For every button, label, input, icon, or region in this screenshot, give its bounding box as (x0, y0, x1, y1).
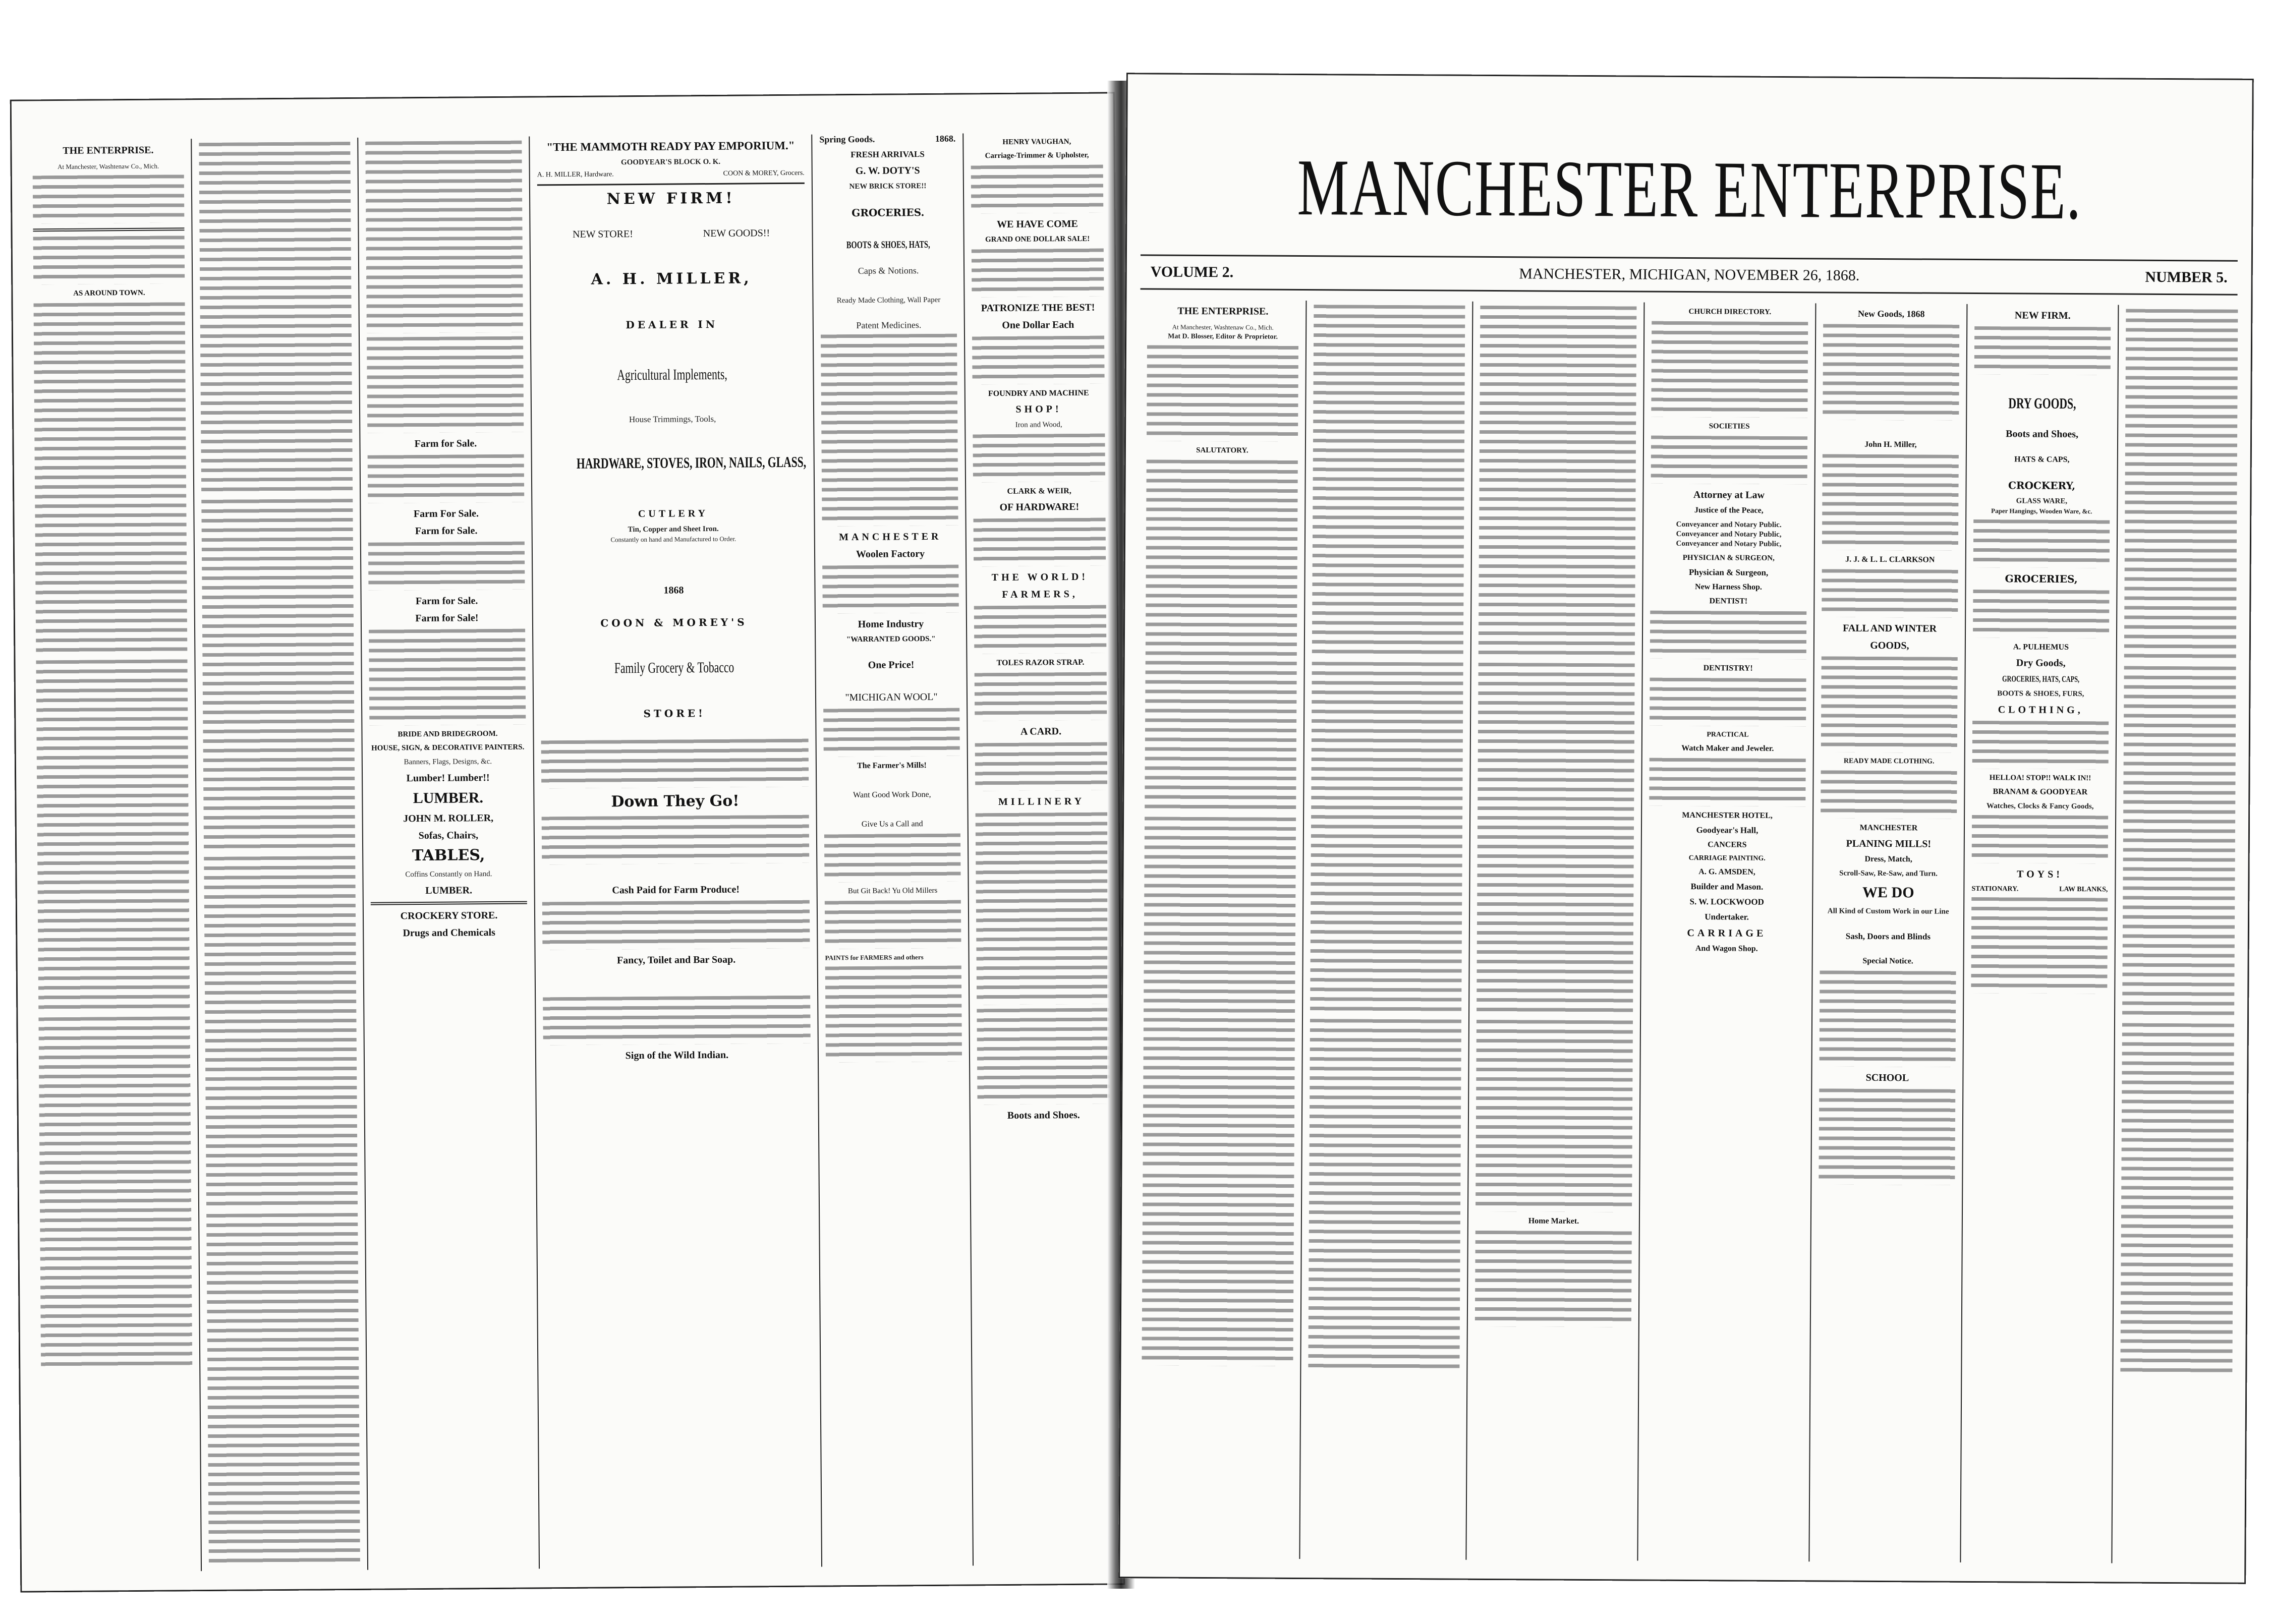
carriage-heading: CARRIAGE (1687, 927, 1767, 939)
farmers-mills: The Farmer's Mills! (857, 761, 927, 770)
goods: GOODS, (1870, 640, 1909, 652)
law-blanks: LAW BLANKS, (2059, 885, 2108, 894)
we-have-come: WE HAVE COME (997, 218, 1078, 230)
pulhemus: A. PULHEMUS (2013, 643, 2069, 652)
emporium-heading: "THE MAMMOTH READY PAY EMPORIUM." (546, 139, 795, 154)
text-block (368, 454, 525, 503)
text-block (1650, 678, 1806, 727)
section-heading: AS AROUND TOWN. (73, 288, 145, 298)
block-line: GOODYEAR'S BLOCK O. K. (620, 157, 721, 167)
family-grocery-heading: Family Grocery & Tobacco (614, 659, 734, 677)
right-column-7 (2112, 305, 2245, 1563)
left-column-4-ad (530, 135, 822, 1569)
text-block (1820, 970, 1956, 1067)
spring-goods: Spring Goods. (819, 134, 875, 145)
glass-ware: GLASS WARE, (2016, 497, 2068, 505)
soap-heading: Fancy, Toilet and Bar Soap. (616, 954, 736, 966)
stationary-line (1971, 885, 2108, 894)
amsden: A. G. AMSDEN, (1698, 867, 1755, 877)
of-hardware: OF HARDWARE! (999, 501, 1080, 513)
cancers: CANCERS (1708, 840, 1747, 849)
ready-made-clothing: READY MADE CLOTHING. (1843, 757, 1935, 766)
text-block (1142, 1174, 1294, 1366)
text-block (1312, 305, 1465, 659)
text-block (821, 334, 958, 527)
branam-goodyear: BRANAM & GOODYEAR (1993, 787, 2088, 797)
firm-coon-morey: COON & MOREY, Grocers. (723, 169, 805, 178)
text-block (825, 966, 962, 1063)
left-column-2 (192, 138, 368, 1571)
text-block (972, 249, 1104, 298)
firms-line (537, 169, 805, 180)
clarkson: J. J. & L. L. CLARKSON (1845, 555, 1935, 564)
toys: TOYS! (2017, 868, 2063, 880)
tables-heading: TABLES, (412, 846, 485, 865)
text-block (1479, 306, 1637, 660)
we-do: WE DO (1862, 884, 1914, 901)
text-block (975, 742, 1108, 791)
text-block (34, 302, 188, 656)
text-block (974, 518, 1106, 567)
goodyears-hall: Goodyear's Hall, (1696, 825, 1758, 835)
wild-indian-line: Sign of the Wild Indian. (625, 1049, 729, 1062)
text-block (1973, 519, 2110, 568)
farm-ad-2: Farm For Sale. (413, 508, 479, 520)
cash-paid-heading: Cash Paid for Farm Produce! (612, 884, 740, 896)
text-block (1475, 1231, 1632, 1327)
left-column-1 (25, 139, 202, 1572)
manchester-woolen: MANCHESTER (839, 531, 942, 543)
coffins-line: Coffins Constantly on Hand. (405, 870, 492, 879)
text-block (33, 175, 185, 223)
right-column-6 (1961, 304, 2119, 1563)
builder-mason: Builder and Mason. (1690, 882, 1764, 892)
right-column-5 (1809, 303, 1967, 1562)
fresh-arrivals: FRESH ARRIVALS (850, 149, 925, 160)
boots-heading: BOOTS & SHOES, HATS, (846, 239, 930, 251)
volume-label: VOLUME 2. (1150, 263, 1234, 281)
warranted-goods: "WARRANTED GOODS." (846, 634, 936, 644)
conveyancer-3: Conveyancer and Notary Public, (1676, 539, 1782, 548)
text-block (975, 672, 1107, 721)
text-block (1972, 815, 2108, 863)
down-they-go: Down They Go! (611, 792, 740, 811)
boots-and-shoes: Boots and Shoes. (1007, 1109, 1080, 1121)
text-block (33, 236, 185, 284)
farmers-heading: FARMERS, (1002, 588, 1078, 600)
text-block (542, 815, 810, 865)
farm-ad-4: Farm for Sale. (415, 595, 478, 607)
enterprise-subtitle-right: At Manchester, Washtenaw Co., Mich. (1172, 323, 1274, 331)
text-block (38, 1016, 192, 1370)
vaughan-heading: HENRY VAUGHAN, (1002, 137, 1071, 146)
fall-winter: FALL AND WINTER (1843, 622, 1937, 634)
shop-heading: SHOP! (1015, 403, 1062, 415)
text-block (825, 900, 961, 949)
text-block (206, 1213, 360, 1567)
text-block (1819, 1088, 1955, 1185)
stationary: STATIONARY. (1971, 885, 2019, 893)
john-miller: John H. Miller, (1864, 440, 1917, 449)
lumber-heading-3: LUMBER. (425, 885, 473, 896)
readymade-line: Ready Made Clothing, Wall Paper (836, 296, 941, 305)
clark-weir: CLARK & WEIR, (1007, 487, 1071, 496)
cutlery-heading: CUTLERY (638, 508, 709, 520)
right-newspaper-page (1118, 73, 2254, 1584)
hello-stop: HELLOA! STOP!! WALK IN!! (1989, 774, 2091, 783)
left-column-6 (963, 132, 1120, 1565)
crockery-store-heading: CROCKERY STORE. (400, 909, 498, 922)
wagon-shop: And Wagon Shop. (1695, 944, 1758, 953)
conveyancer-1: Conveyancer and Notary Public. (1676, 520, 1782, 529)
left-column-3 (358, 136, 540, 1570)
groceries-right: GROCERIES, (2005, 572, 2078, 586)
one-price: One Price! (868, 659, 915, 671)
one-dollar-each: One Dollar Each (1002, 319, 1074, 331)
text-block (1650, 611, 1806, 660)
new-firm-right: NEW FIRM. (2014, 310, 2071, 321)
roller-name: JOHN M. ROLLER, (403, 813, 494, 825)
text-block (1971, 897, 2108, 994)
carriage-trimmer: Carriage-Trimmer & Upholster, (985, 151, 1089, 160)
lumber-heading-1: Lumber! Lumber!! (406, 772, 490, 784)
harness-shop: New Harness Shop. (1695, 583, 1763, 592)
crockery: CROCKERY, (2008, 479, 2076, 492)
justice-heading: Justice of the Peace, (1694, 506, 1764, 515)
millinery: MILLINERY (998, 795, 1085, 808)
dateline-bar (1141, 254, 2238, 295)
right-column-4 (1638, 303, 1816, 1562)
hats-caps: HATS & CAPS, (2014, 455, 2070, 464)
right-column-2 (1300, 301, 1473, 1560)
right-column-1 (1133, 300, 1307, 1559)
text-block (1143, 817, 1296, 1171)
physician-1: PHYSICIAN & SURGEON, (1682, 553, 1775, 562)
lockwood: S. W. LOCKWOOD (1689, 897, 1764, 907)
new-firm-heading: NEW FIRM! (606, 189, 735, 208)
text-block (36, 659, 190, 1013)
patronize-best: PATRONIZE THE BEST! (981, 302, 1095, 314)
text-block (976, 813, 1109, 1005)
new-goods-1868: New Goods, 1868 (1858, 308, 1925, 319)
dateline-text: MANCHESTER, MICHIGAN, NOVEMBER 26, 1868. (1519, 265, 1860, 284)
text-block (822, 565, 959, 614)
tin-line: Tin, Copper and Sheet Iron. (628, 525, 719, 534)
dentist-1: DENTIST! (1709, 597, 1748, 606)
left-column-5 (812, 133, 974, 1567)
paints-line: PAINTS for FARMERS and others (825, 953, 924, 962)
year-line: 1868 (663, 585, 684, 596)
dress-match: Dress, Match, (1864, 854, 1912, 864)
undertaker: Undertaker. (1705, 912, 1749, 922)
farm-ad-5: Farm for Sale! (415, 612, 479, 624)
text-block (971, 165, 1104, 214)
paper-hangings: Paper Hangings, Wooden Ware, &c. (1991, 507, 2092, 515)
painters-heading: HOUSE, SIGN, & DECORATIVE PAINTERS. (371, 743, 525, 752)
text-block (2122, 666, 2236, 1020)
church-directory: CHURCH DIRECTORY. (1688, 308, 1772, 316)
sofas-line: Sofas, Chairs, (418, 830, 479, 842)
scroll-saw: Scroll-Saw, Re-Saw, and Turn. (1839, 869, 1938, 878)
school: SCHOOL (1865, 1072, 1909, 1084)
give-us-a-call: Give Us a Call and (861, 820, 923, 829)
woolen-factory: Woolen Factory (856, 548, 925, 560)
text-block (1823, 324, 1959, 420)
masthead-title: MANCHESTER ENTERPRISE. (1297, 142, 2082, 237)
text-block (2120, 1023, 2234, 1377)
text-block (1651, 436, 1807, 485)
text-block (1821, 656, 1958, 752)
enterprise-title-right: THE ENTERPRISE. (1177, 305, 1269, 317)
watch-maker: Watch Maker and Jeweler. (1681, 743, 1774, 753)
caps-line: Caps & Notions. (858, 265, 919, 276)
text-block (1649, 758, 1805, 807)
dry-goods: DRY GOODS, (2008, 395, 2076, 413)
store-heading: STORE! (643, 707, 706, 720)
want-good-work: Want Good Work Done, (853, 790, 931, 800)
societies-heading: SOCIETIES (1709, 422, 1750, 431)
clothing: CLOTHING, (1998, 704, 2083, 716)
constantly-line: Constantly on hand and Manufactured to Order. (610, 535, 736, 544)
special-notice: Special Notice. (1862, 956, 1913, 966)
firm-miller: A. H. MILLER, Hardware. (537, 170, 614, 179)
new-goods: NEW GOODS!! (703, 227, 770, 240)
text-block (543, 996, 811, 1046)
foundry-heading: FOUNDRY AND MACHINE (988, 388, 1089, 398)
home-market-heading: Home Market. (1528, 1216, 1579, 1226)
text-block (1973, 590, 2109, 638)
text-block (204, 856, 358, 1210)
all-kind: All Kind of Custom Work in our Line (1827, 907, 1949, 916)
bride-heading: BRIDE AND BRIDEGROOM. (398, 729, 498, 739)
text-block (1972, 721, 2109, 769)
salutatory-heading: SALUTATORY. (1196, 446, 1248, 455)
one-dollar-sale: GRAND ONE DOLLAR SALE! (985, 235, 1090, 244)
patent-line: Patent Medicines. (856, 320, 922, 330)
text-block (973, 434, 1105, 483)
trimmings-line: House Trimmings, Tools, (629, 414, 716, 425)
dentistry: DENTISTRY! (1703, 664, 1753, 673)
doty-heading: G. W. DOTY'S (855, 165, 920, 177)
physician-2: Physician & Surgeon, (1688, 567, 1769, 577)
text-block (199, 142, 353, 496)
text-block (1145, 459, 1298, 814)
drugs-heading: Drugs and Chemicals (403, 927, 495, 939)
manchester-planing: MANCHESTER (1859, 823, 1918, 833)
text-block (974, 605, 1107, 654)
left-newspaper-page (10, 92, 1125, 1592)
coon-morey-heading: COON & MOREY'S (600, 616, 748, 629)
number-label: NUMBER 5. (2145, 268, 2228, 286)
text-block (823, 708, 960, 757)
spring-goods-line (819, 134, 955, 145)
practical: PRACTICAL (1707, 731, 1749, 739)
text-block (542, 900, 810, 950)
text-block (1310, 662, 1463, 1016)
conveyancer-2: Conveyancer and Notary Public, (1676, 530, 1782, 539)
text-block (1147, 345, 1298, 442)
text-block (1821, 770, 1957, 819)
watches-clocks: Watches, Clocks & Fancy Goods, (1986, 802, 2094, 811)
razor-strap: TOLES RAZOR STRAP. (996, 658, 1085, 668)
banners-line: Banners, Flags, Designs, &c. (404, 758, 492, 767)
text-block (972, 336, 1105, 385)
planing-mills: PLANING MILLS! (1846, 838, 1932, 850)
hardware-heading: HARDWARE, STOVES, IRON, NAILS, GLASS, (576, 453, 807, 472)
text-block (541, 739, 809, 789)
michigan-wool: "MICHIGAN WOOL" (845, 691, 938, 704)
text-block (2124, 309, 2238, 663)
groceries-heading: GROCERIES. (852, 206, 925, 219)
farm-ad-1: Farm for Sale. (414, 438, 477, 450)
boots-shoes-right: Boots and Shoes, (2006, 428, 2079, 440)
text-block (1308, 1019, 1461, 1373)
text-block (977, 1008, 1109, 1105)
a-card: A CARD. (1020, 726, 1062, 737)
text-block (1822, 569, 1958, 617)
text-block (368, 542, 525, 591)
home-industry: Home Industry (858, 618, 924, 630)
agricultural-heading: Agricultural Implements, (617, 366, 727, 384)
enterprise-title-left: THE ENTERPRISE. (63, 144, 154, 156)
text-block (365, 141, 523, 333)
right-column-3 (1466, 302, 1644, 1561)
farm-ad-3: Farm for Sale. (415, 525, 478, 537)
lumber-heading-2: LUMBER. (413, 789, 484, 807)
groceries-hats: GROCERIES, HATS, CAPS, (2002, 674, 2080, 684)
text-block (201, 499, 355, 853)
text-block (1651, 321, 1808, 418)
brick-store: NEW BRICK STORE!! (849, 182, 927, 191)
dry-goods-2: Dry Goods, (2016, 657, 2066, 669)
carriage-painting: CARRIAGE PAINTING. (1688, 854, 1766, 862)
manchester-hotel: MANCHESTER HOTEL, (1682, 810, 1773, 820)
miller-heading: A. H. MILLER, (591, 269, 752, 288)
text-block (824, 834, 961, 883)
old-millers: But Git Back! Yu Old Millers (847, 886, 938, 896)
attorney-heading: Attorney at Law (1693, 489, 1765, 501)
text-block (1974, 326, 2111, 375)
text-block (367, 336, 524, 433)
sash-doors: Sash, Doors and Blinds (1845, 931, 1931, 942)
iron-wood: Iron and Wood, (1015, 421, 1062, 429)
text-block (1476, 1020, 1633, 1212)
editor-line: Mat D. Blosser, Editor & Proprietor. (1168, 332, 1278, 341)
new-store-line (538, 227, 805, 241)
spring-year: 1868. (935, 133, 956, 144)
boots-furs: BOOTS & SHOES, FURS, (1997, 689, 2084, 699)
text-block (1822, 454, 1959, 550)
dealer-in: DEALER IN (626, 318, 718, 331)
new-store: NEW STORE! (572, 228, 633, 240)
enterprise-subtitle-left: At Manchester, Washtenaw Co., Mich. (58, 162, 159, 171)
text-block (369, 629, 526, 726)
the-world: THE WORLD! (991, 571, 1089, 584)
text-block (1477, 663, 1635, 1017)
